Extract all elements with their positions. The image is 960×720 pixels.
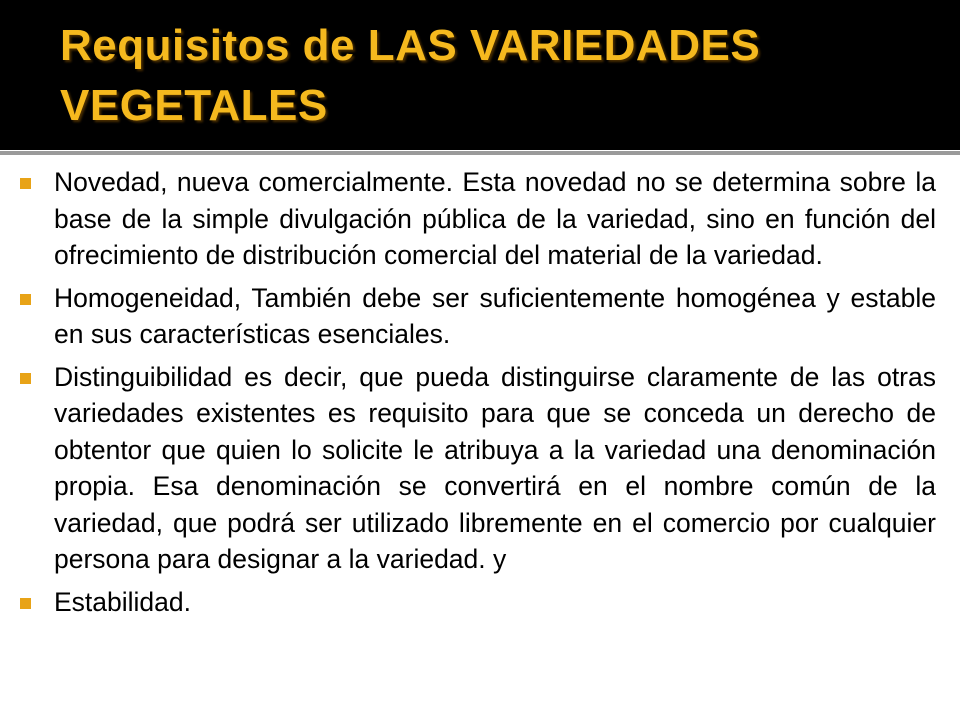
square-bullet-icon xyxy=(20,373,31,384)
bullet-item-estabilidad xyxy=(18,584,936,621)
bullet-list xyxy=(18,164,936,626)
square-bullet-icon xyxy=(20,178,31,189)
bullet-item-homogeneidad xyxy=(18,280,936,353)
slide-title: Requisitos de LAS VARIEDADES VEGETALES xyxy=(60,21,761,130)
title-bar xyxy=(0,0,960,150)
title-divider xyxy=(0,151,960,155)
bullet-text: Estabilidad. xyxy=(54,586,192,617)
square-bullet-icon xyxy=(20,598,31,609)
bullet-text: Distinguibilidad es decir, que pueda distinguirse claramente de las otras variedades existentes es requisito para que se conceda un derecho de obtentor que quien lo solicite le atribuya a la variedad una denominación propia. Esa denominación se convertirá en el nombre común de la variedad, que podrá ser utilizado libremente en el comercio por cualquier persona para designar a la variedad. y xyxy=(54,361,936,574)
bullet-text: Novedad, nueva comercialmente. Esta novedad no se determina sobre la base de la simple divulgación pública de la variedad, sino en función del ofrecimiento de distribución comercial del material de la variedad. xyxy=(54,167,936,270)
bullet-item-distinguibilidad xyxy=(18,359,936,578)
bullet-item-novedad xyxy=(18,164,936,274)
square-bullet-icon xyxy=(20,294,31,305)
bullet-text: Homogeneidad, También debe ser suficientemente homogénea y estable en sus características esenciales. xyxy=(54,282,936,349)
